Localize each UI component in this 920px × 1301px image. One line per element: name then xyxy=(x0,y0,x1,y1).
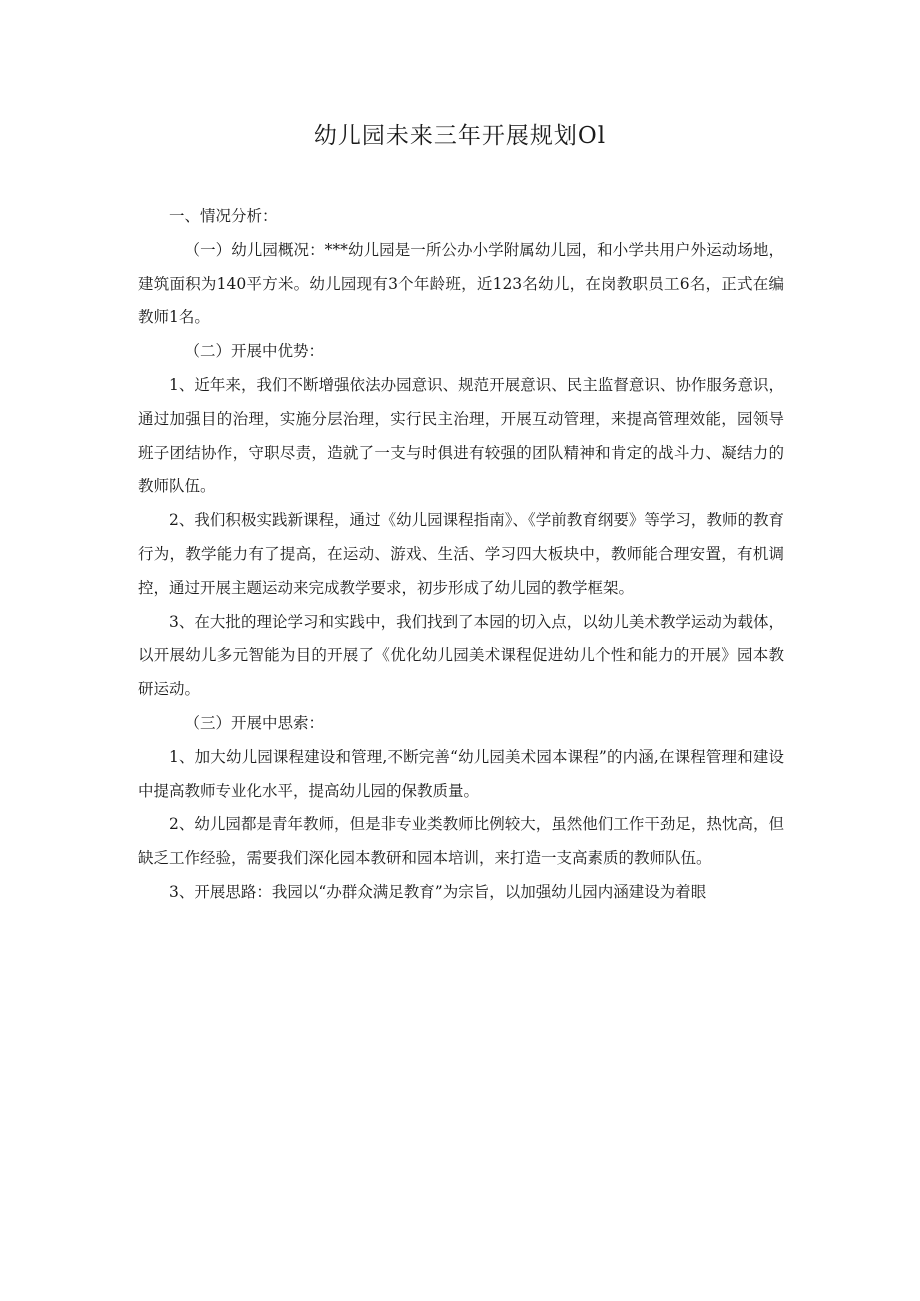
subheading-advantages: （二）开展中优势： xyxy=(184,342,325,361)
subheading-reflections: （三）开展中思索： xyxy=(184,713,325,732)
paragraph-reflection-2: 2、幼儿园都是青年教师，但是非专业类教师比例较大，虽然他们工作干劲足，热忱高，但缺乏工作经验，需要我们深化园本教研和园本培训，来打造一支高素质的教师队伍。 xyxy=(138,815,784,868)
document-title: 幼儿园未来三年开展规划Ol xyxy=(313,123,607,149)
section-heading-situation-analysis: 一、情况分析： xyxy=(169,207,278,225)
paragraph-advantage-3: 3、在大批的理论学习和实践中，我们找到了本园的切入点，以幼儿美术教学运动为载体，以开展幼儿多元智能为目的开展了《优化幼儿园美术课程促进幼儿个性和能力的开展》园本教研运动。 xyxy=(138,612,784,699)
paragraph-reflection-3: 3、开展思路：我园以“办群众满足教育”为宗旨，以加强幼儿园内涵建设为着眼 xyxy=(169,882,707,901)
paragraph-advantage-1: 1、近年来，我们不断增强依法办园意识、规范开展意识、民主监督意识、协作服务意识，通过加强目的治理，实施分层治理，实行民主治理，开展互动管理，来提高管理效能，园领导班子团结协作，守职尽责，造就了一支与时俱进有较强的团队精神和肯定的战斗力、凝结力的教师队伍。 xyxy=(138,375,784,496)
paragraph-advantage-2: 2、我们积极实践新课程，通过《幼儿园课程指南》、《学前教育纲要》等学习，教师的教育行为，教学能力有了提高，在运动、游戏、生活、学习四大板块中，教师能合理安置，有机调控，通过开展主题运动来完成教学要求，初步形成了幼儿园的教学框架。 xyxy=(138,511,784,597)
document-body xyxy=(138,200,784,910)
paragraph-reflection-1: 1、加大幼儿园课程建设和管理,不断完善“幼儿园美术园本课程”的内涵,在课程管理和建设中提高教师专业化水平，提高幼儿园的保教质量。 xyxy=(138,747,784,800)
paragraph-kindergarten-overview: （一）幼儿园概况：***幼儿园是一所公办小学附属幼儿园，和小学共用户外运动场地，建筑面积为140平方米。幼儿园现有3个年龄班，近123名幼儿，在岗教职员工6名，正式在编教师1名。 xyxy=(138,240,784,327)
